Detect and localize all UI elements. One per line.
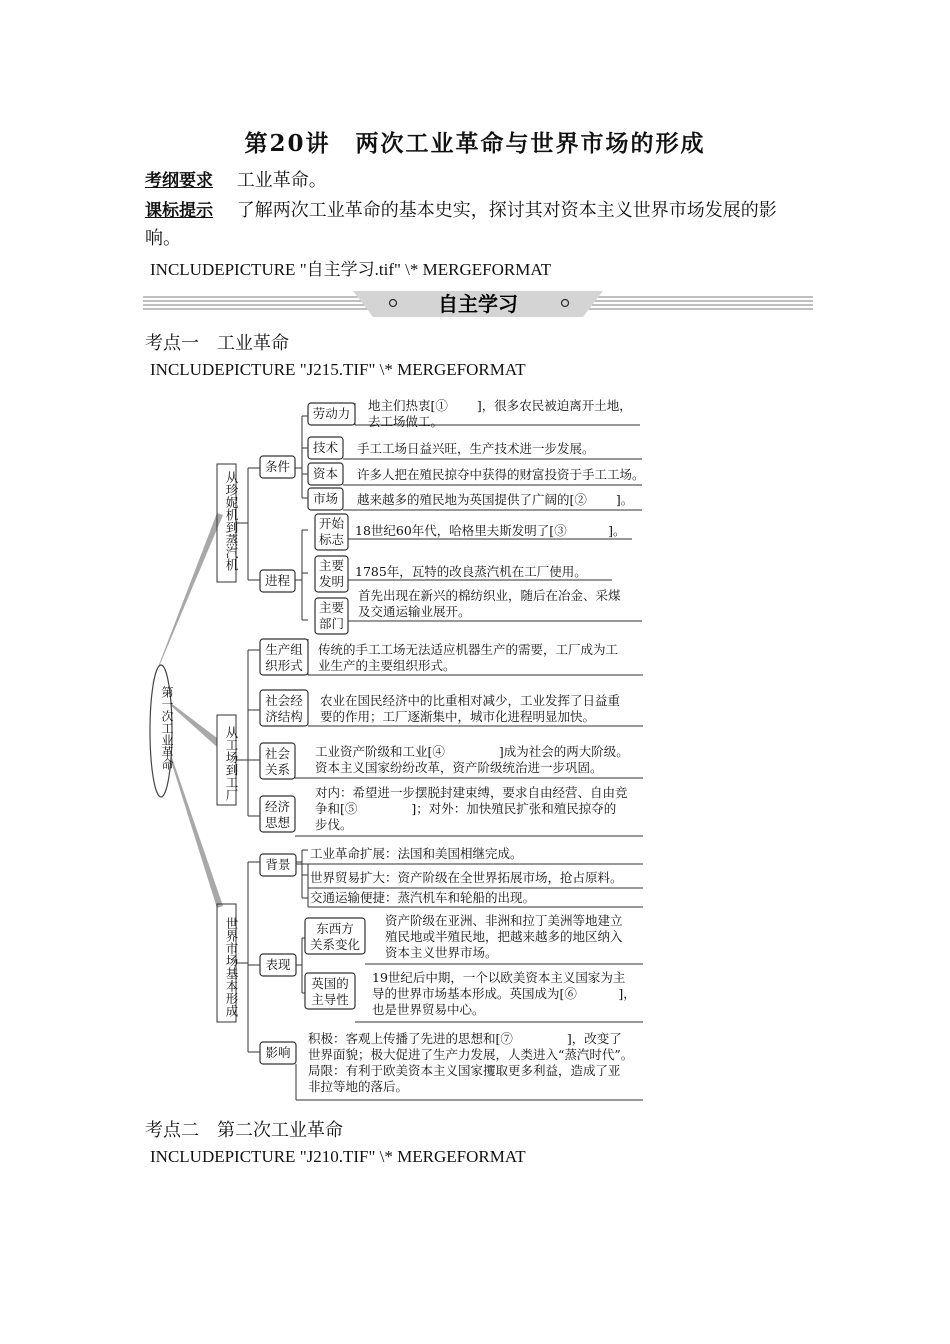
node-bumen: 主要 部门: [318, 600, 344, 631]
text-shengchan: 传统的手工工场无法适应机器生产的需要，工厂成为工 业生产的主要组织形式。: [318, 642, 619, 673]
node-shichang: 市场: [312, 491, 338, 506]
text-guanxi: 工业资产阶级和工业[④ ]成为社会的两大阶级。 资本主义国家纷纷改革，资产阶级统治进一步巩固。: [315, 744, 629, 775]
text-jingji: 农业在国民经济中的比重相对减少，工业发挥了日益重 要的作用；工厂逐渐集中，城市化进程明显加快。: [320, 693, 621, 724]
text-faming: 1785年，瓦特的改良蒸汽机在工厂使用。: [355, 564, 587, 579]
banner-label: 自主学习: [438, 292, 518, 316]
text-kaishi: 18世纪60年代，哈格里夫斯发明了[③ ]。: [355, 523, 626, 538]
text-beijing-1: 工业革命扩展：法国和美国相继完成。: [310, 846, 523, 861]
text-dongxi: 资产阶级在亚洲、非洲和拉丁美洲等地建立 殖民地或半殖民地，把越来越多的地区纳入 资本主义世界市场。: [385, 913, 623, 960]
text-laodongli: 地主们热衷[① ]，很多农民被迫离开土地， 去工场做工。: [368, 398, 632, 429]
node-ziben: 资本: [312, 466, 338, 481]
node-yingguo: 英国的 主导性: [311, 976, 349, 1007]
node-jingji: 社会经 济结构: [265, 693, 303, 724]
text-beijing-3: 交通运输便捷：蒸汽机车和轮船的出现。: [310, 890, 536, 905]
node-sixiang: 经济 思想: [264, 799, 290, 830]
kaodian-1: 考点一 工业革命: [145, 333, 289, 354]
node-faming: 主要 发明: [318, 558, 344, 589]
include-field-3: INCLUDEPICTURE "J210.TIF" \* MERGEFORMAT: [150, 1147, 526, 1166]
node-guanxi: 社会 关系: [264, 746, 290, 777]
node-dongxi: 东西方 关系变化: [309, 921, 360, 952]
kebiao-label: 课标提示: [145, 201, 213, 221]
node-biaoxian: 表现: [265, 957, 291, 972]
text-shichang: 越来越多的殖民地为英国提供了广阔的[② ]。: [357, 492, 634, 507]
kaodian-2: 考点二 第二次工业革命: [145, 1120, 343, 1141]
root-label: 第一次工业革命: [160, 686, 174, 770]
text-yingguo: 19世纪后中期，一个以欧美资本主义国家为主 导的世界市场基本形成。英国成为[⑥ ]， 也是世界贸易中心。: [372, 970, 636, 1017]
text-yingxiang: 积极：客观上传播了先进的思想和[⑦ ]，改变了 世界面貌；极大促进了生产力发展，人类进入“蒸汽时代”。 局限：有利于欧美资本主义国家攫取更多利益，造成了亚 非拉等地的落后。: [308, 1031, 634, 1094]
text-jishu: 手工工场日益兴旺，生产技术进一步发展。: [357, 441, 595, 456]
branch-3-label: 世界市场基本形成: [224, 917, 239, 1017]
branch-1-label: 从珍妮机到蒸汽机: [224, 471, 239, 571]
kaogang-text: 工业革命。: [236, 170, 327, 191]
include-field-2: INCLUDEPICTURE "J215.TIF" \* MERGEFORMAT: [150, 360, 526, 379]
node-jincheng: 进程: [264, 573, 290, 588]
node-beijing: 背景: [265, 857, 291, 872]
node-laodongli: 劳动力: [312, 406, 351, 421]
page-title: 第20讲 两次工业革命与世界市场的形成: [244, 130, 706, 157]
text-sixiang: 对内：希望进一步摆脱封建束缚，要求自由经营、自由竞 争和[⑤ ]；对外：加快殖民扩张和殖民掠夺的 步伐。: [315, 785, 628, 832]
text-beijing-2: 世界贸易扩大：资产阶级在全世界拓展市场，抢占原料。: [310, 870, 623, 885]
branch-2-label: 从工场到工厂: [224, 725, 239, 801]
node-shengchan: 生产组 织形式: [265, 642, 303, 673]
text-bumen: 首先出现在新兴的棉纺织业，随后在冶金、采煤 及交通运输业展开。: [358, 588, 621, 619]
node-yingxiang: 影响: [265, 1045, 291, 1060]
kaogang-label: 考纲要求: [145, 171, 213, 191]
include-field-1: INCLUDEPICTURE "自主学习.tif" \* MERGEFORMAT: [150, 260, 552, 279]
kebiao-text-cont: 响。: [145, 228, 181, 249]
node-tiaojian: 条件: [264, 459, 290, 474]
node-jishu: 技术: [312, 440, 338, 455]
node-kaishi: 开始 标志: [318, 516, 344, 547]
kebiao-text: 了解两次工业革命的基本史实，探讨其对资本主义世界市场发展的影: [236, 200, 777, 221]
text-ziben: 许多人把在殖民掠夺中获得的财富投资于手工工场。: [357, 467, 645, 482]
